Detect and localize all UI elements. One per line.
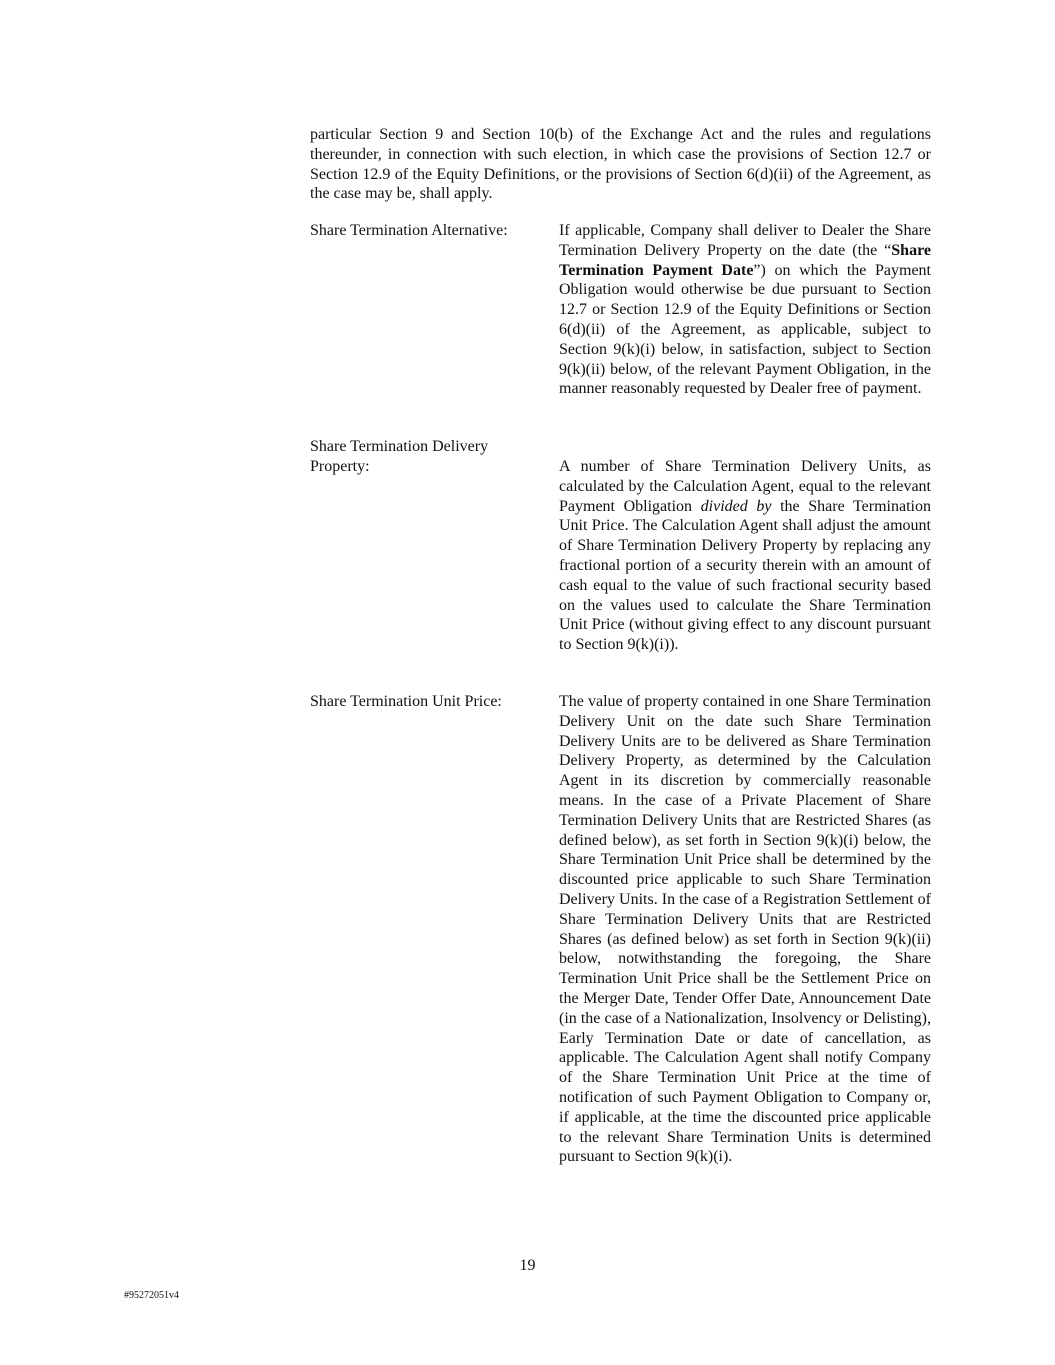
intro-paragraph: particular Section 9 and Section 10(b) of the Exchange Act and the rules and regulations thereunder, in connection with such election, in which case the provisions of Section 12.7 or Section 12.9 of the Equity Definitions, or the provisions of Section 6(d)(ii) of the Agreement, as the case may be, shall apply. (310, 126, 931, 203)
share-termination-delivery-property-definition (559, 457, 931, 655)
alternative-def-text-after: ”) on which the Payment Obligation would otherwise be due pursuant to Section 12.7 or Section 12.9 of the Equity Definitions or Section 6(d)(ii) of the Agreement, as applicable, subject to Section 9(k)(i) below, in satisfaction, subject to Section 9(k)(ii) below, of the relevant Payment Obligation, in the manner reasonably requested by Dealer free of payment. (559, 261, 931, 398)
alternative-def-text-before: If applicable, Company shall deliver to Dealer the Share Termination Delivery Property on the date (the “ (559, 222, 931, 259)
share-termination-delivery-property-label (310, 437, 540, 477)
share-termination-alternative-definition (559, 221, 931, 399)
share-termination-unit-price-label: Share Termination Unit Price: (310, 693, 502, 710)
share-termination-alternative-label: Share Termination Alternative: (310, 222, 508, 239)
delivery-property-def-part2: the Share Termination Unit Price. The Calculation Agent shall adjust the amount of Share Termination Delivery Property by replacing any fractional portion of a security therein with an amount of cash equal to the value of such fractional security based on the values used to calculate the Share Termination Unit Price (without giving effect to any discount pursuant to Section 9(k)(i)). (559, 497, 931, 654)
document-id: #95272051v4 (124, 1290, 179, 1301)
delivery-property-def-part1: A number of Share Termination Delivery Units, as calculated by the Calculation Agent, equal to the relevant Payment Obligation (559, 458, 931, 515)
divided-by-italic: divided by (700, 497, 772, 515)
delivery-property-label-line2: Property: (310, 457, 370, 475)
page-number: 19 (519, 1257, 536, 1274)
delivery-property-label-line1: Share Termination Delivery (310, 438, 489, 455)
share-termination-unit-price-definition: The value of property contained in one Share Termination Delivery Unit on the date such Share Termination Delivery Units are to be delivered as Share Termination Delivery Property, as determined by the Calculation Agent in its discretion by commercially reasonable means. In the case of a Private Placement of Share Termination Delivery Units that are Restricted Shares (as defined below), as set forth in Section 9(k)(i) below, the Share Termination Unit Price shall be determined by the discounted price applicable to such Share Termination Delivery Units. In the case of a Registration Settlement of Share Termination Delivery Units that are Restricted Shares (as defined below) as set forth in Section 9(k)(ii) below, notwithstanding the foregoing, the Share Termination Unit Price shall be the Settlement Price on the Merger Date, Tender Offer Date, Announcement Date (in the case of a Nationalization, Insolvency or Delisting), Early Termination Date or date of cancellation, as applicable. The Calculation Agent shall notify Company of the Share Termination Unit Price at the time of notification of such Payment Obligation to Company or, if applicable, at the time the discounted price applicable to the relevant Share Termination Units is determined pursuant to Section 9(k)(i). (559, 693, 931, 1166)
share-termination-payment-date-term: Share Termination Payment Date (559, 241, 931, 279)
